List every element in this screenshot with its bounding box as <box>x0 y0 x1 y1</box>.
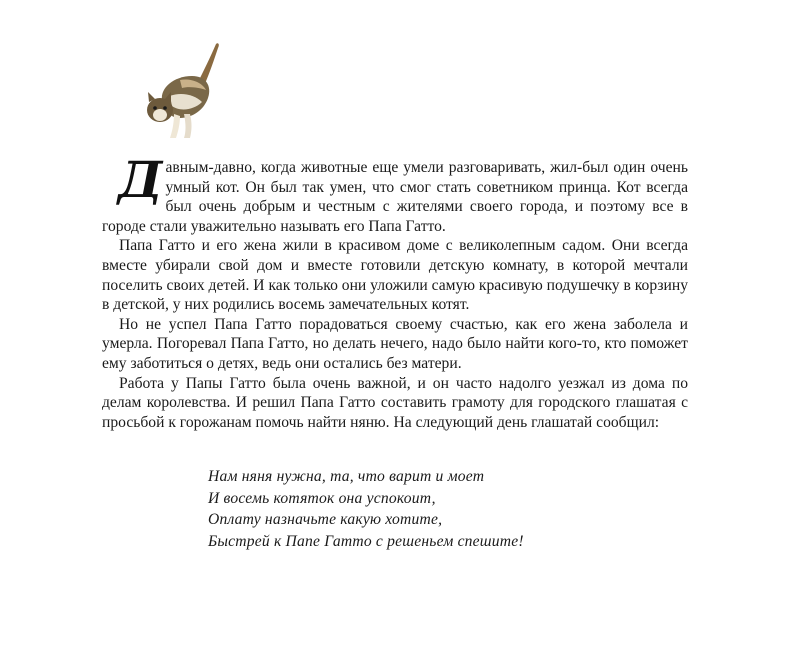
paragraph-4: Работа у Папы Гатто была очень важной, и он часто надолго уезжал из дома по делам королевства. И решил Папа Гатто составить грамоту для городского глашатая с просьбой к горожанам помочь найти няню. На следующий день глашатай сообщил: <box>102 374 688 431</box>
poem-line: Быстрей к Папе Гатто с решеньем спешите! <box>208 532 524 550</box>
drop-cap: Д <box>118 150 162 209</box>
paragraph-1-text: авным-давно, когда животные еще умели разговаривать, жил-был один очень умный кот. Он был так умен, что смог стать советником принца. Кот всегда был очень добрым и честным с жителями своего города, и поэтому все в городе стали уважительно называть его Папа Гатто. <box>102 159 688 235</box>
poem-line: Оплату назначьте какую хотите, <box>208 511 443 528</box>
paragraph-1 <box>102 150 688 236</box>
story-text <box>102 150 688 432</box>
poem-line: Нам няня нужна, та, что варит и моет <box>208 468 485 485</box>
cat-icon <box>140 40 226 140</box>
poem <box>208 466 524 552</box>
poem-line: И восемь котяток она успокоит, <box>208 489 436 507</box>
paragraph-2: Папа Гатто и его жена жили в красивом доме с великолепным садом. Они всегда вместе убирали свой дом и вместе готовили детскую комнату, в которой мечтали поселить своих детей. И как только они уложили самую красивую подушечку в корзину в детской, у них родились восемь замечательных котят. <box>102 237 688 314</box>
paragraph-3: Но не успел Папа Гатто порадоваться своему счастью, как его жена заболела и умерла. Погоревал Папа Гатто, но делать нечего, надо было найти кого-то, кто поможет ему заботиться о детях, ведь они остались без матери. <box>102 315 688 372</box>
